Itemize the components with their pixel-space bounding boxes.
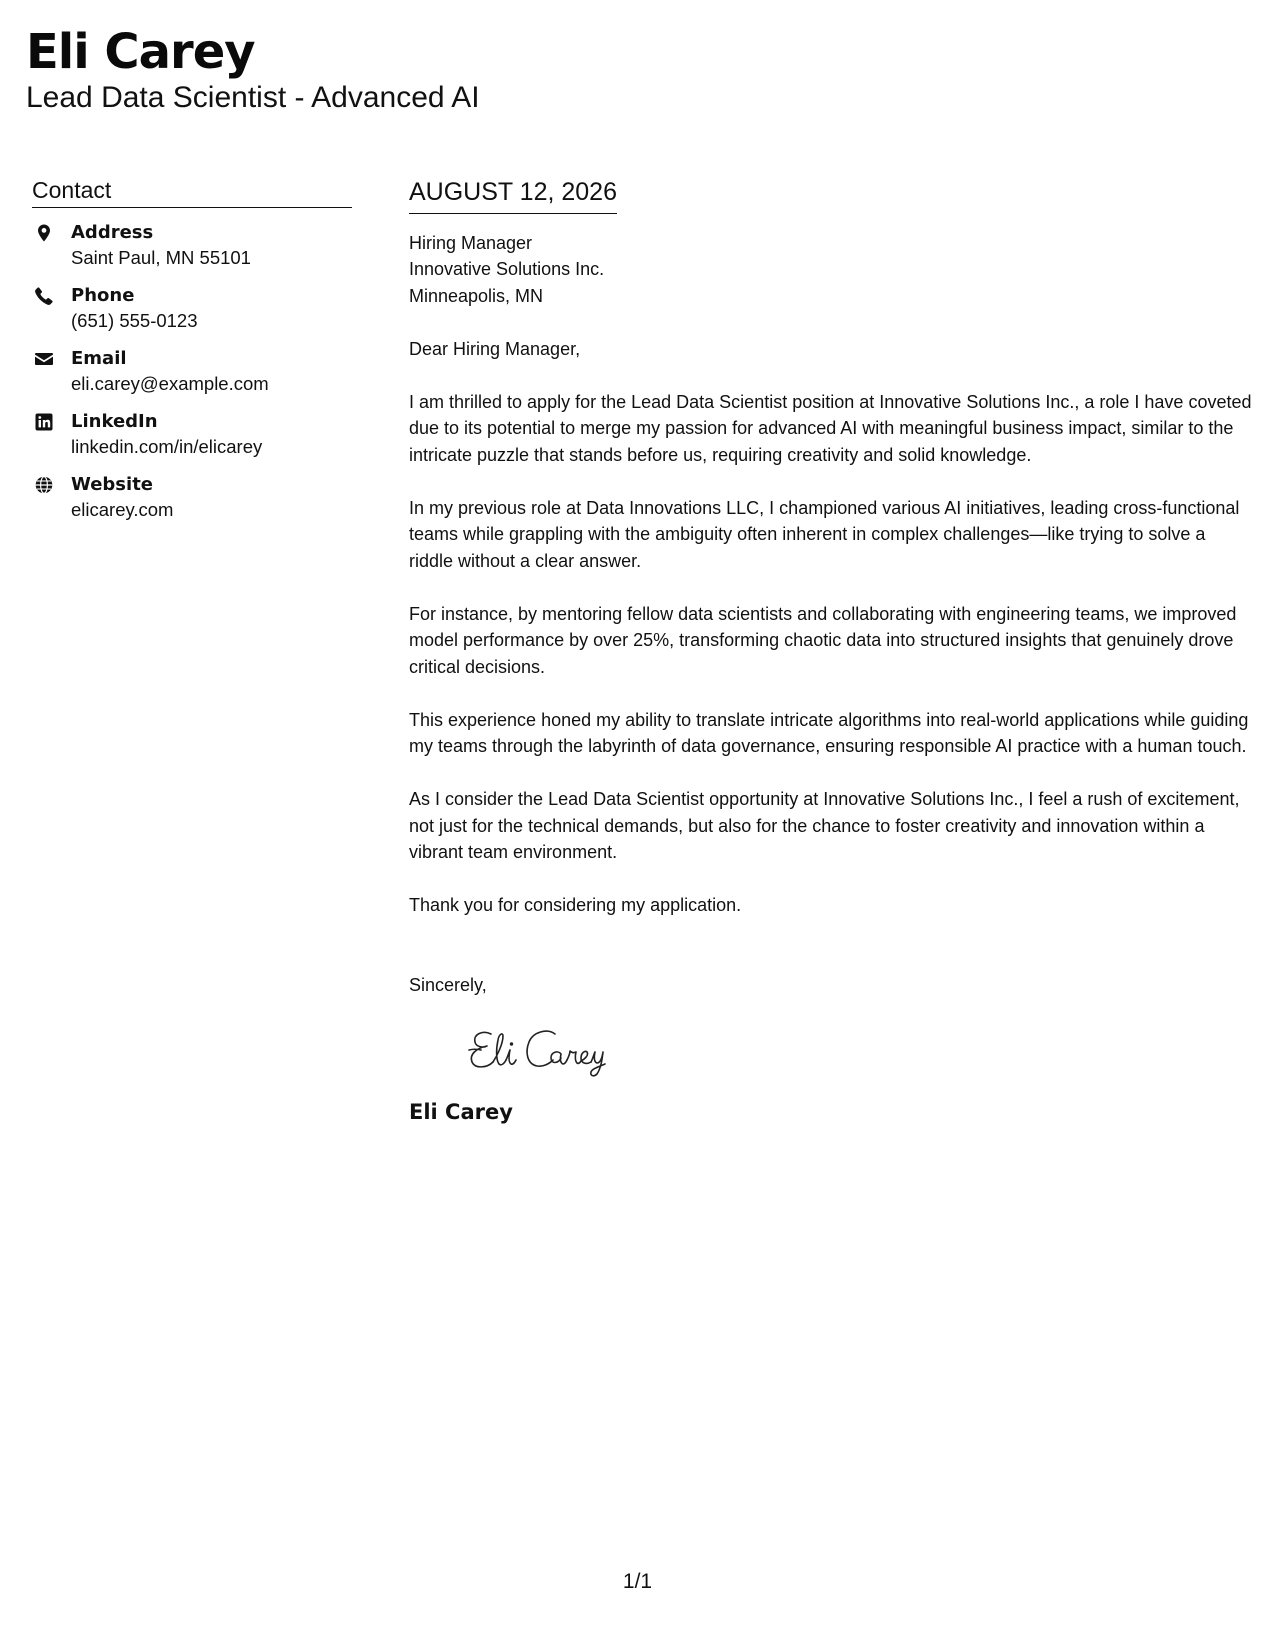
contact-item-email — [32, 346, 352, 409]
applicant-title: Lead Data Scientist - Advanced AI — [26, 81, 480, 114]
handwritten-signature — [463, 1022, 1254, 1082]
contact-list — [32, 220, 352, 535]
phone-icon — [34, 286, 54, 306]
signature-graphic — [463, 1022, 633, 1078]
linkedin-icon — [34, 412, 54, 432]
contact-value-website: elicarey.com — [71, 499, 174, 520]
contact-label: Email — [71, 348, 127, 369]
recipient-block — [409, 230, 1254, 309]
contact-item-address — [32, 220, 352, 283]
contact-label: Phone — [71, 285, 135, 306]
page-number: 1/1 — [622, 1570, 653, 1593]
contact-heading: Contact — [32, 176, 352, 208]
contact-sidebar — [32, 176, 352, 535]
contact-item-linkedin — [32, 409, 352, 472]
contact-item-phone — [32, 283, 352, 346]
letter-paragraph: Thank you for considering my application. — [409, 895, 742, 916]
envelope-icon — [34, 349, 54, 369]
globe-icon — [34, 475, 54, 495]
recipient-company: Innovative Solutions Inc. — [409, 259, 605, 280]
contact-label: Address — [71, 222, 154, 243]
letter-paragraph: In my previous role at Data Innovations LLC, I championed various AI initiatives, leading cross-functional teams while grappling with the ambiguity often inherent in complex challenges—like trying to solve a riddle without a clear answer. — [409, 498, 1240, 571]
letter-paragraph: For instance, by mentoring fellow data scientists and collaborating with engineering teams, we improved model performance by over 25%, transforming chaotic data into structured insights that genuinely drove critical decisions. — [409, 603, 1237, 677]
salutation: Dear Hiring Manager, — [409, 338, 581, 359]
letter-body — [409, 176, 1254, 1126]
letter-paragraph: As I consider the Lead Data Scientist opportunity at Innovative Solutions Inc., I feel a rush of excitement, not just for the technical demands, but also for the chance to foster creativity and innovation within a vibrant team environment. — [409, 789, 1240, 863]
letter-paragraph: I am thrilled to apply for the Lead Data Scientist position at Innovative Solutions Inc., a role I have coveted due to its potential to merge my passion for advanced AI with meaningful business impact, similar to the intricate puzzle that stands before us, requiring creativity and solid knowledge. — [409, 392, 1252, 465]
letter-date: AUGUST 12, 2026 — [409, 176, 617, 214]
recipient-name: Hiring Manager — [409, 233, 533, 253]
recipient-location: Minneapolis, MN — [409, 285, 544, 306]
contact-label: Website — [71, 474, 154, 495]
contact-label: LinkedIn — [71, 411, 158, 432]
letter-paragraph: This experience honed my ability to translate intricate algorithms into real-world applications while guiding my teams through the labyrinth of data governance, ensuring responsible AI practice with a human touch. — [409, 709, 1249, 757]
signer-name: Eli Carey — [409, 1099, 513, 1124]
document-header — [26, 22, 1226, 116]
contact-value-phone: (651) 555-0123 — [71, 310, 198, 331]
contact-value-email: eli.carey@example.com — [71, 373, 269, 394]
contact-item-website — [32, 472, 352, 535]
contact-value-linkedin: linkedin.com/in/elicarey — [71, 436, 263, 457]
contact-value-address: Saint Paul, MN 55101 — [71, 247, 251, 268]
applicant-name: Eli Carey — [26, 24, 255, 80]
map-pin-icon — [34, 223, 54, 243]
closing: Sincerely, — [409, 974, 487, 995]
